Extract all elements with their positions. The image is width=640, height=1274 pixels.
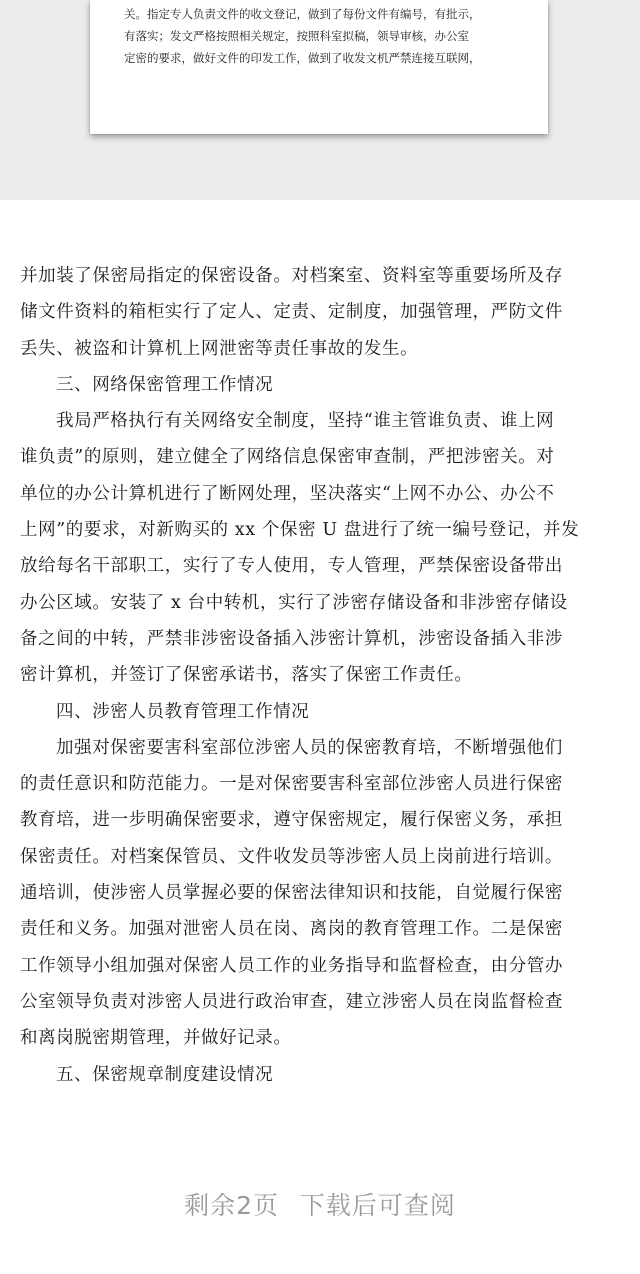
body-line: 上网”的要求，对新购买的 xx 个保密 U 盘进行了统一编号登记，并发 xyxy=(20,520,580,541)
document-body xyxy=(20,258,624,1093)
body-line: 储文件资料的箱柜实行了定人、定责、定制度，加强管理，严防文件 xyxy=(20,302,563,323)
body-line: 保密责任。对档案保管员、文件收发员等涉密人员上岗前进行培训。 xyxy=(20,846,563,867)
preview-line: 关。指定专人负责文件的收文登记，做到了每份文件有编号，有批示， xyxy=(124,7,481,21)
body-line: 丢失、被盗和计算机上网泄密等责任事故的发生。 xyxy=(20,338,419,359)
body-line: 的责任意识和防范能力。一是对保密要害科室部位涉密人员进行保密 xyxy=(20,774,563,795)
body-line: 密计算机，并签订了保密承诺书，落实了保密工作责任。 xyxy=(20,665,473,686)
body-line: 工作领导小组加强对保密人员工作的业务指导和监督检查，由分管办 xyxy=(20,955,563,976)
body-line: 办公区域。安装了 x 台中转机，实行了涉密存储设备和非涉密存储设 xyxy=(20,592,568,613)
body-line: 教育培，进一步明确保密要求，遵守保密规定，履行保密义务，承担 xyxy=(20,810,563,831)
body-line: 通培训，使涉密人员掌握必要的保密法律知识和技能，自觉履行保密 xyxy=(20,883,563,904)
section-heading-regulations: 五、保密规章制度建设情况 xyxy=(56,1064,274,1085)
section-heading-network: 三、网络保密管理工作情况 xyxy=(56,374,274,395)
paragraph-first-line: 加强对保密要害科室部位涉密人员的保密教育培，不断增强他们 xyxy=(56,737,563,758)
body-line: 和离岗脱密期管理，并做好记录。 xyxy=(20,1028,292,1049)
body-line: 谁负责”的原则，建立健全了网络信息保密审查制，严把涉密关。对 xyxy=(20,447,555,468)
body-line: 公室领导负责对涉密人员进行政治审查，建立涉密人员在岗监督检查 xyxy=(20,991,563,1012)
body-line: 备之间的中转，严禁非涉密设备插入涉密计算机，涉密设备插入非涉 xyxy=(20,628,563,649)
paragraph-first-line: 我局严格执行有关网络安全制度，坚持“谁主管谁负责、谁上网 xyxy=(56,411,555,432)
preview-line: 定密的要求，做好文件的印发工作，做到了收发文机严禁连接互联网， xyxy=(124,51,481,65)
body-line: 并加装了保密局指定的保密设备。对档案室、资料室等重要场所及存 xyxy=(20,266,563,286)
remaining-pages-download-notice[interactable]: 剩余2页 下载后可查阅 xyxy=(184,1191,456,1220)
preview-line: 有落实；发文严格按照相关规定，按照科室拟稿，领导审核，办公室 xyxy=(124,29,469,43)
body-line: 责任和义务。加强对泄密人员在岗、离岗的教育管理工作。二是保密 xyxy=(20,919,563,940)
section-heading-personnel: 四、涉密人员教育管理工作情况 xyxy=(56,701,310,722)
body-line: 放给每名干部职工，实行了专人使用，专人管理，严禁保密设备带出 xyxy=(20,556,563,577)
page-preview-card xyxy=(90,0,548,134)
body-line: 单位的办公计算机进行了断网处理，坚决落实“上网不办公、办公不 xyxy=(20,483,555,504)
